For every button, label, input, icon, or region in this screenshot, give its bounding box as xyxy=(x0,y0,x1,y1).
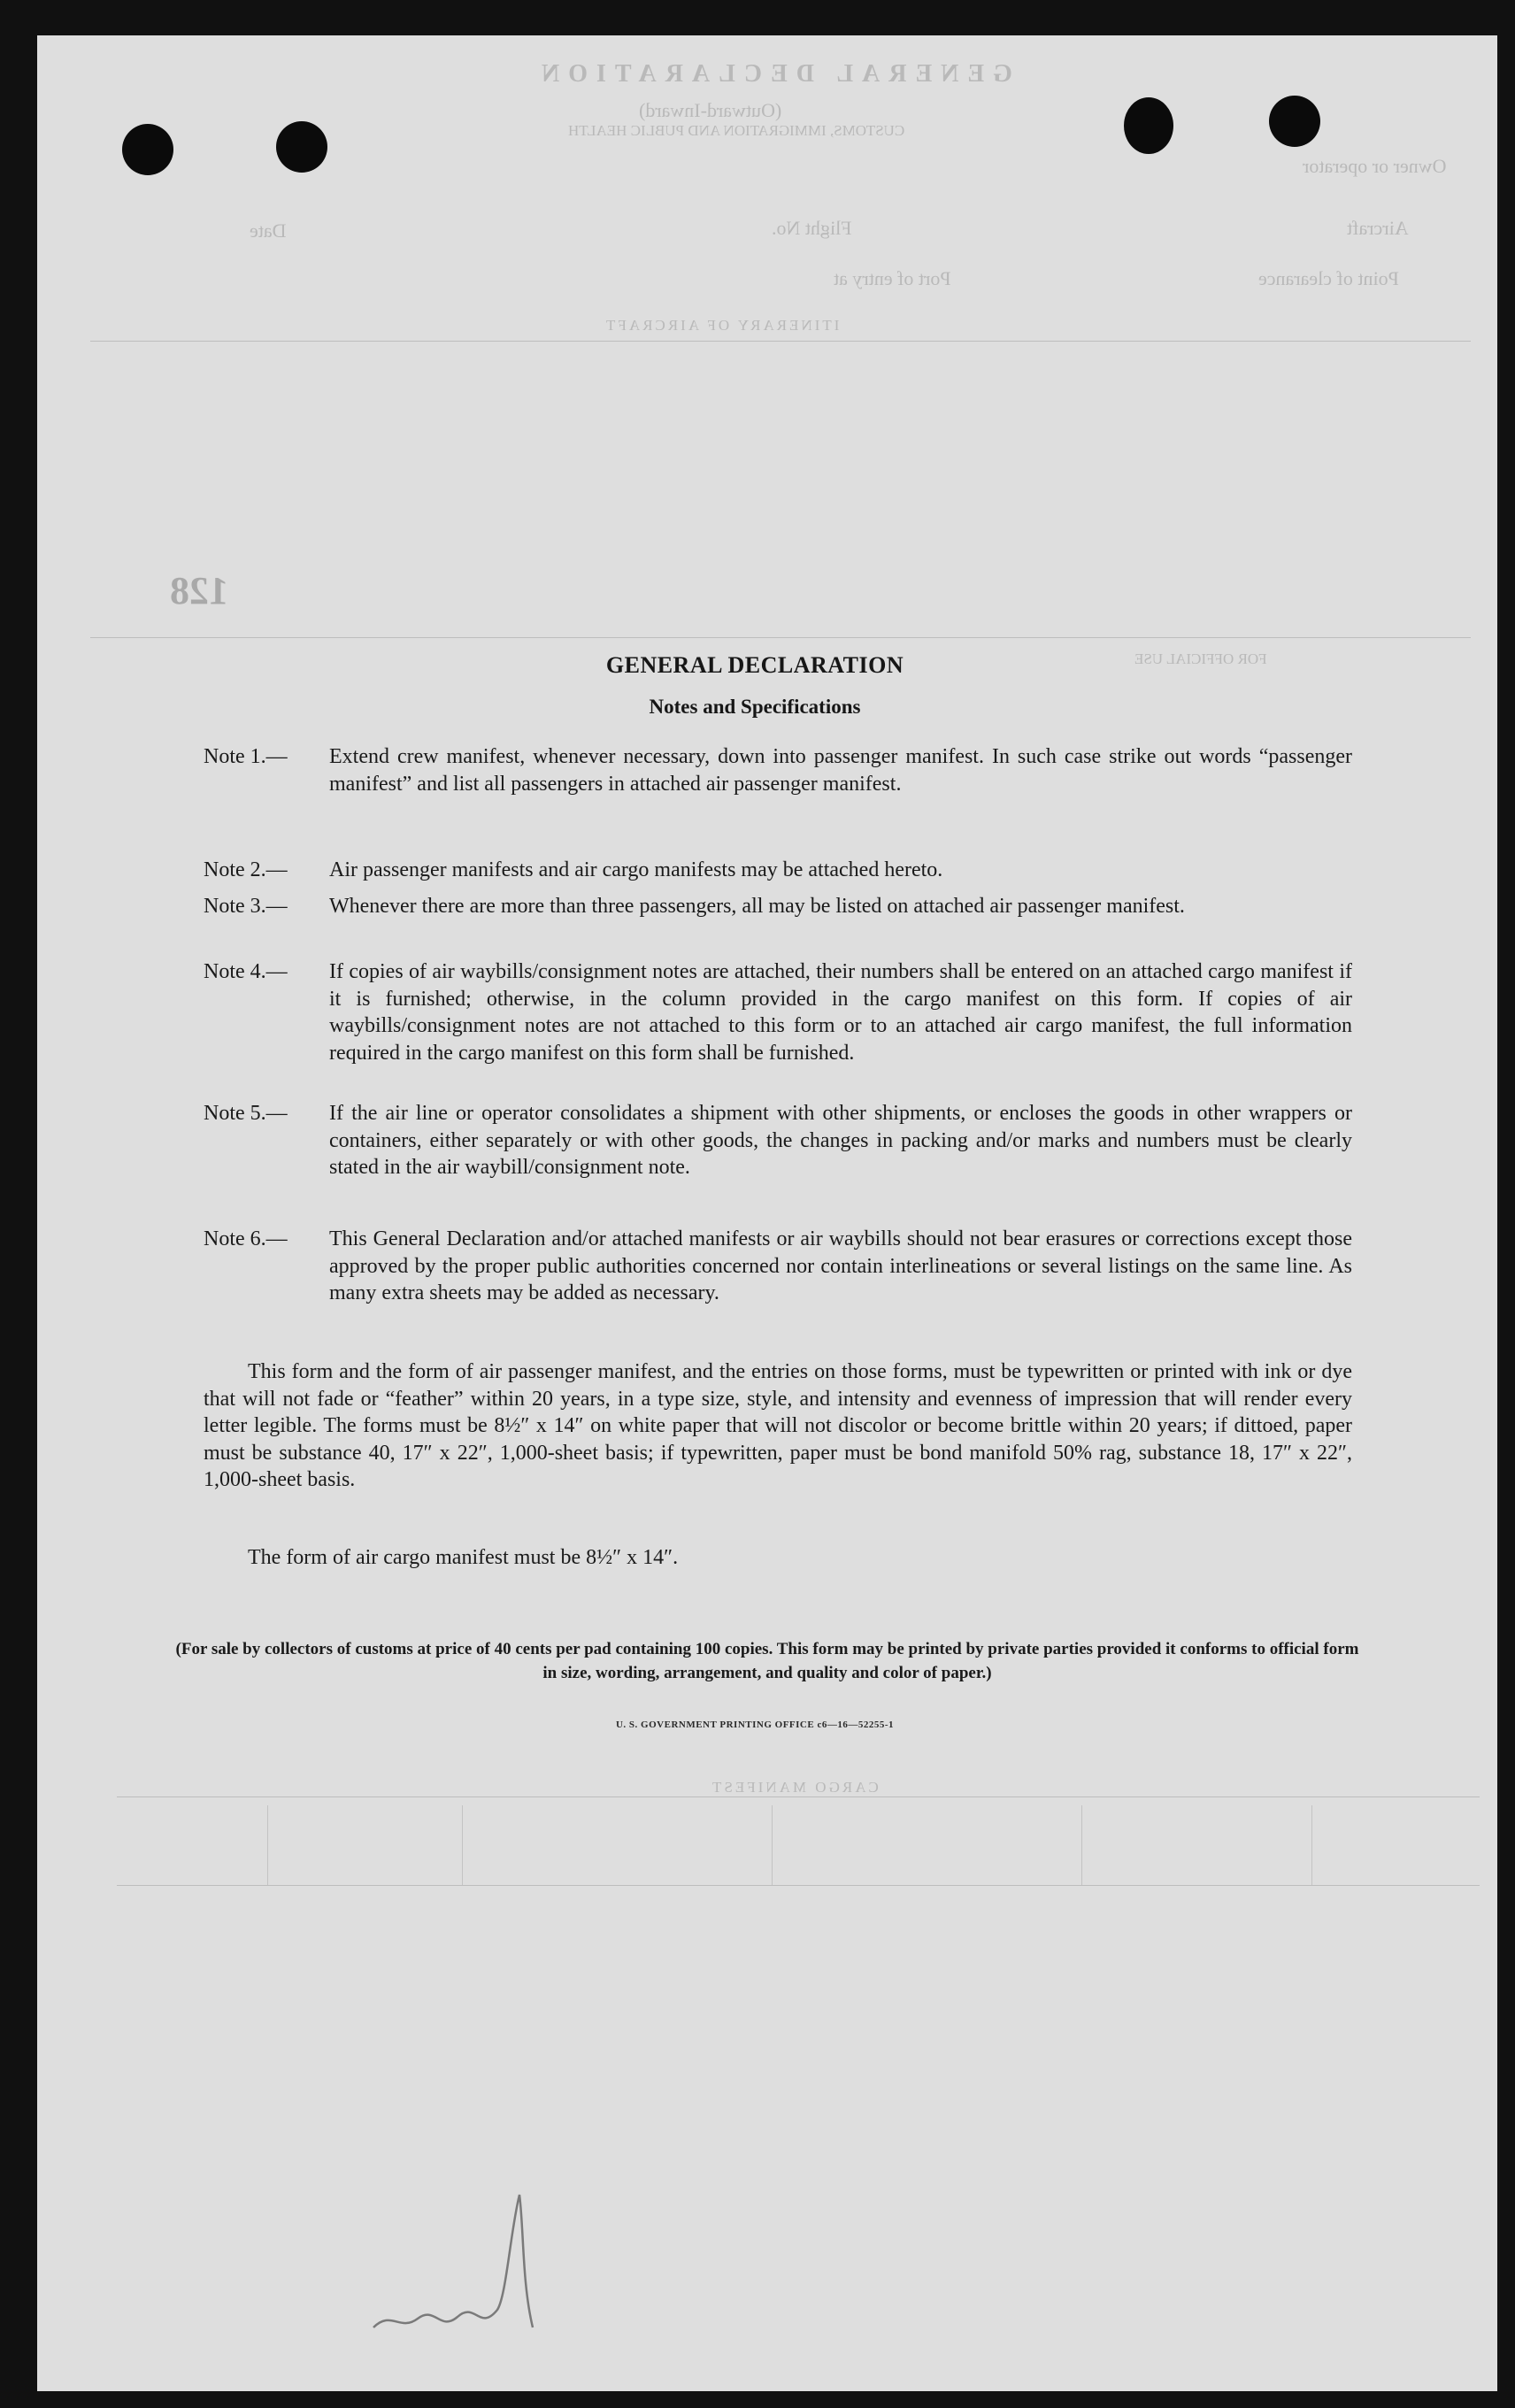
bleed-col-5 xyxy=(1311,1805,1312,1885)
bleed-through-itinerary: ITINERARY OF AIRCRAFT xyxy=(604,317,840,334)
bleed-col-2 xyxy=(462,1805,463,1885)
note-5 xyxy=(204,1100,1352,1181)
punch-hole-1 xyxy=(122,124,173,175)
note-3 xyxy=(204,893,1352,920)
form-specification-paragraph xyxy=(204,1358,1352,1494)
note-6-label: Note 6.— xyxy=(204,1227,288,1250)
bleed-through-header-sub2: CUSTOMS, IMMIGRATION AND PUBLIC HEALTH xyxy=(568,122,905,139)
note-4-text: If copies of air waybills/consignment notes are attached, their numbers shall be entered on an attached cargo manifest if it is furnished; otherwise, in the column provided in the cargo manifest on this form. If copies of air waybills/consignment notes are not attached to this form or to an attached air cargo manifest, the full information required in the cargo manifest on this form shall be furnished. xyxy=(329,960,1352,1065)
sale-notice: (For sale by collectors of customs at price of 40 cents per pad containing 100 copies. This form may be printed by private parties provided it conforms to official form in size, wording, arrangement, and quality and color of paper.) xyxy=(175,1640,1359,1682)
bleed-rule-1 xyxy=(90,341,1471,342)
bleed-through-flight-no: Flight No. xyxy=(772,217,852,239)
signature-bleed-through xyxy=(356,2177,586,2354)
page-title: GENERAL DECLARATION xyxy=(605,652,904,678)
bleed-rule-3 xyxy=(117,1796,1480,1797)
note-1-text: Extend crew manifest, whenever necessary, down into passenger manifest. In such case strike out words “passenger manifest” and list all passengers in attached air passenger manifest. xyxy=(329,745,1352,796)
bleed-through-header: GENERAL DECLARATION xyxy=(533,60,1012,88)
note-6 xyxy=(204,1226,1352,1307)
bleed-rule-4 xyxy=(117,1885,1480,1886)
note-2-label: Note 2.— xyxy=(204,858,288,881)
note-5-text: If the air line or operator consolidates a shipment with other shipments, or encloses the goods in other wrappers or containers, either separately or with other goods, the changes in packing and/or marks and numbers must be clearly stated in the air waybill/consignment note. xyxy=(329,1102,1352,1179)
form-specification-text: This form and the form of air passenger manifest, and the entries on those forms, must be typewritten or printed with ink or dye that will not fade or “feather” within 20 years, in a type size, style, and intensity and evenness of impression that will render every letter legible. The forms must be 8½″ x 14″ on white paper that will not discolor or become brittle within 20 years; if dittoed, paper must be substance 40, 17″ x 22″, 1,000-sheet basis; if typewritten, paper must be bond manifold 50% rag, substance 18, 17″ x 22″, 1,000-sheet basis. xyxy=(204,1360,1352,1491)
printing-office-line: U. S. GOVERNMENT PRINTING OFFICE c6—16—52255-1 xyxy=(615,1719,894,1730)
punch-hole-3 xyxy=(1124,97,1173,154)
note-4-label: Note 4.— xyxy=(204,960,288,983)
bleed-through-date: Date xyxy=(250,219,287,242)
cargo-manifest-size-line: The form of air cargo manifest must be 8½″ x 14″. xyxy=(248,1546,679,1569)
document-page xyxy=(37,35,1497,2391)
note-2-text: Air passenger manifests and air cargo manifests may be attached hereto. xyxy=(329,858,943,881)
bleed-through-aircraft: Aircraft xyxy=(1347,217,1409,239)
punch-hole-2 xyxy=(276,121,327,173)
note-3-text: Whenever there are more than three passengers, all may be listed on attached air passenger manifest. xyxy=(329,895,1185,918)
note-1-label: Note 1.— xyxy=(204,745,288,768)
bleed-through-owner: Owner or operator xyxy=(1303,155,1447,177)
note-2 xyxy=(204,857,1352,884)
bleed-through-clearance: Point of clearance xyxy=(1258,267,1399,289)
page-subtitle: Notes and Specifications xyxy=(649,696,861,718)
bleed-through-entry: Port of entry at xyxy=(834,267,951,289)
note-1 xyxy=(204,743,1352,797)
note-5-label: Note 5.— xyxy=(204,1102,288,1125)
punch-hole-4 xyxy=(1269,96,1320,147)
note-4 xyxy=(204,958,1352,1066)
note-3-label: Note 3.— xyxy=(204,895,288,918)
bleed-col-4 xyxy=(1081,1805,1082,1885)
bleed-col-1 xyxy=(267,1805,268,1885)
bleed-through-official-use: FOR OFFICIAL USE xyxy=(1134,650,1267,667)
note-6-text: This General Declaration and/or attached manifests or air waybills should not bear erasures or corrections except those approved by the proper public authorities concerned nor contain interlineations or several listings on the same line. As many extra sheets may be added as necessary. xyxy=(329,1227,1352,1304)
bleed-through-header-sub: (Outward-Inward) xyxy=(639,99,782,121)
bleed-through-page-number: 128 xyxy=(170,569,228,612)
bleed-through-cargo-manifest: CARGO MANIFEST xyxy=(710,1779,879,1796)
bleed-col-3 xyxy=(772,1805,773,1885)
bleed-rule-2 xyxy=(90,637,1471,638)
